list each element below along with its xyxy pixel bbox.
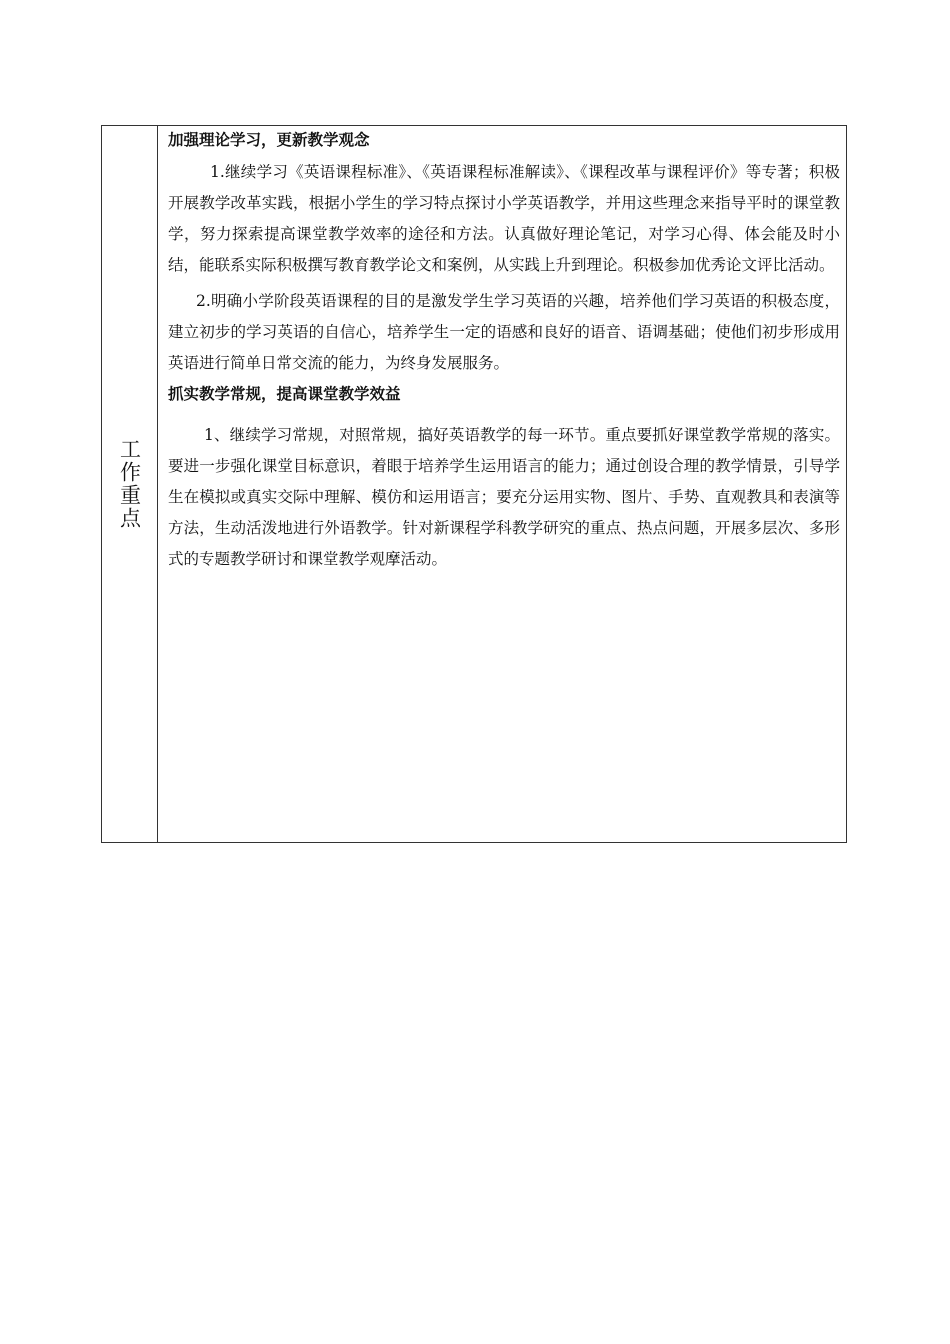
section-heading-theory: 加强理论学习，更新教学观念 bbox=[168, 131, 370, 149]
paragraph-theory-2: 2.明确小学阶段英语课程的目的是激发学生学习英语的兴趣，培养他们学习英语的积极态度，建立初步的学习英语的自信心，培养学生一定的语感和良好的语音、语调基础；使他们初步形成用英语进行简单日常交流的能力，为终身发展服务。 bbox=[168, 292, 840, 372]
row-label: 工作重点 bbox=[117, 438, 142, 530]
paragraph-theory-1: 1.继续学习《英语课程标准》、《英语课程标准解读》、《课程改革与课程评价》等专著；积极开展教学改革实践，根据小学生的学习特点探讨小学英语教学，并用这些理念来指导平时的课堂教学，努力探索提高课堂教学效率的途径和方法。认真做好理论笔记，对学习心得、体会能及时小结，能联系实际积极撰写教育教学论文和案例，从实践上升到理论。积极参加优秀论文评比活动。 bbox=[168, 163, 840, 274]
row-label-cell bbox=[102, 126, 158, 842]
paragraph-routine-1: 1、继续学习常规，对照常规，搞好英语教学的每一环节。重点要抓好课堂教学常规的落实。要进一步强化课堂目标意识，着眼于培养学生运用语言的能力；通过创设合理的教学情景，引导学生在模拟或真实交际中理解、模仿和运用语言；要充分运用实物、图片、手势、直观教具和表演等方法，生动活泼地进行外语教学。针对新课程学科教学研究的重点、热点问题，开展多层次、多形式的专题教学研讨和课堂教学观摩活动。 bbox=[168, 426, 840, 568]
work-focus-table bbox=[101, 125, 847, 843]
content-cell bbox=[158, 126, 846, 842]
section-heading-routine: 抓实教学常规，提高课堂教学效益 bbox=[168, 385, 401, 403]
